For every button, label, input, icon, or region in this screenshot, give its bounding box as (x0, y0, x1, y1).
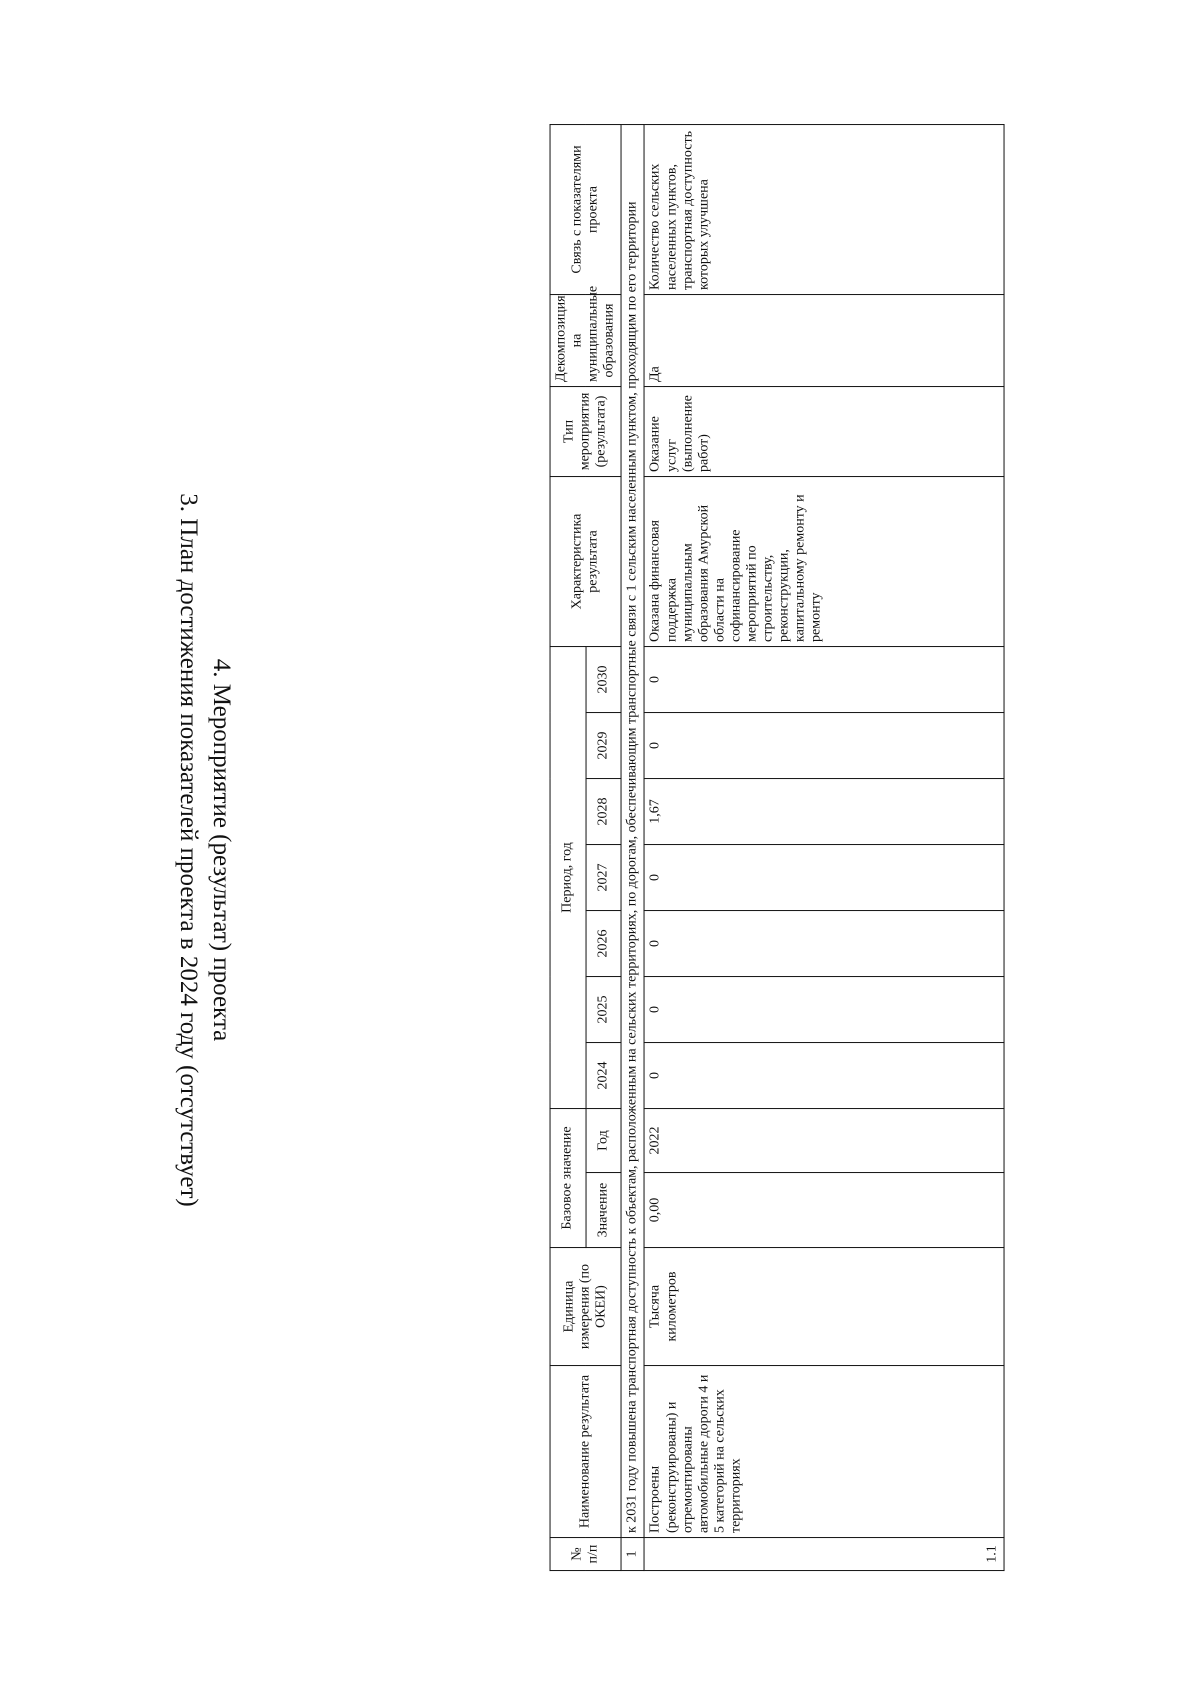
results-table (550, 124, 1005, 1571)
base-value-cell: 0,00 (645, 1173, 1005, 1248)
row-number: 1.1 (645, 1538, 1005, 1571)
base-year-cell: 2022 (645, 1109, 1005, 1173)
col-year-header: 2027 (586, 845, 622, 911)
year-value-cell: 1,67 (645, 779, 1005, 845)
year-value-cell: 0 (645, 713, 1005, 779)
col-period-header: Период, год (550, 647, 586, 1109)
heading-measure: 4. Мероприятие (результат) проекта (208, 658, 235, 1042)
col-base-value-header: Значение (586, 1173, 622, 1248)
col-type-header: Тип мероприятия (результата) (550, 387, 621, 477)
year-value-cell: 0 (645, 1043, 1005, 1109)
col-name-header: Наименование результата (550, 1366, 621, 1538)
col-year-header: 2028 (586, 779, 622, 845)
characteristic-cell: Оказана финансовая поддержка муниципальным образования Амурской области на софинансирование мероприятий по строительству, реконструкции, капитальному ремонту и ремонту (645, 477, 1005, 647)
year-value-cell: 0 (645, 845, 1005, 911)
decomposition-cell: Да (645, 295, 1005, 387)
unit-cell: Тысяча километров (645, 1248, 1005, 1366)
year-value-cell: 0 (645, 647, 1005, 713)
col-base-year-header: Год (586, 1109, 622, 1173)
col-link-header: Связь с показателями проекта (550, 125, 621, 295)
header-row-1 (550, 125, 586, 1571)
year-value-cell: 0 (645, 911, 1005, 977)
table-row (645, 125, 1005, 1571)
col-base-header: Базовое значение (550, 1109, 586, 1248)
section-text: к 2031 году повышена транспортная доступность к объектам, расположенным на сельских территориях, по дорогам, обеспечивающим транспортные связи с 1 сельским населенным пунктом, проходящим по его территории (621, 125, 644, 1538)
col-year-header: 2024 (586, 1043, 622, 1109)
col-year-header: 2026 (586, 911, 622, 977)
result-name: Построены (реконструированы) и отремонтированы автомобильные дороги 4 и 5 категорий на сельских территориях (645, 1366, 1005, 1538)
col-num-header: № п/п (550, 1538, 621, 1571)
heading-plan: 3. План достижения показателей проекта в 2024 году (отсутствует) (175, 493, 202, 1207)
col-year-header: 2029 (586, 713, 622, 779)
link-cell: Количество сельских населенных пунктов, транспортная доступность которых улучшена (645, 125, 1005, 295)
section-number: 1 (621, 1538, 644, 1571)
col-decomposition-header: Декомпозиция на муниципальные образования (550, 295, 621, 387)
section-row (621, 125, 644, 1571)
col-year-header: 2030 (586, 647, 622, 713)
type-cell: Оказание услуг (выполнение работ) (645, 387, 1005, 477)
rotated-page (5, 0, 1200, 1700)
col-unit-header: Единица измерения (по ОКЕИ) (550, 1248, 621, 1366)
col-year-header: 2025 (586, 977, 622, 1043)
col-characteristic-header: Характеристика результата (550, 477, 621, 647)
year-value-cell: 0 (645, 977, 1005, 1043)
